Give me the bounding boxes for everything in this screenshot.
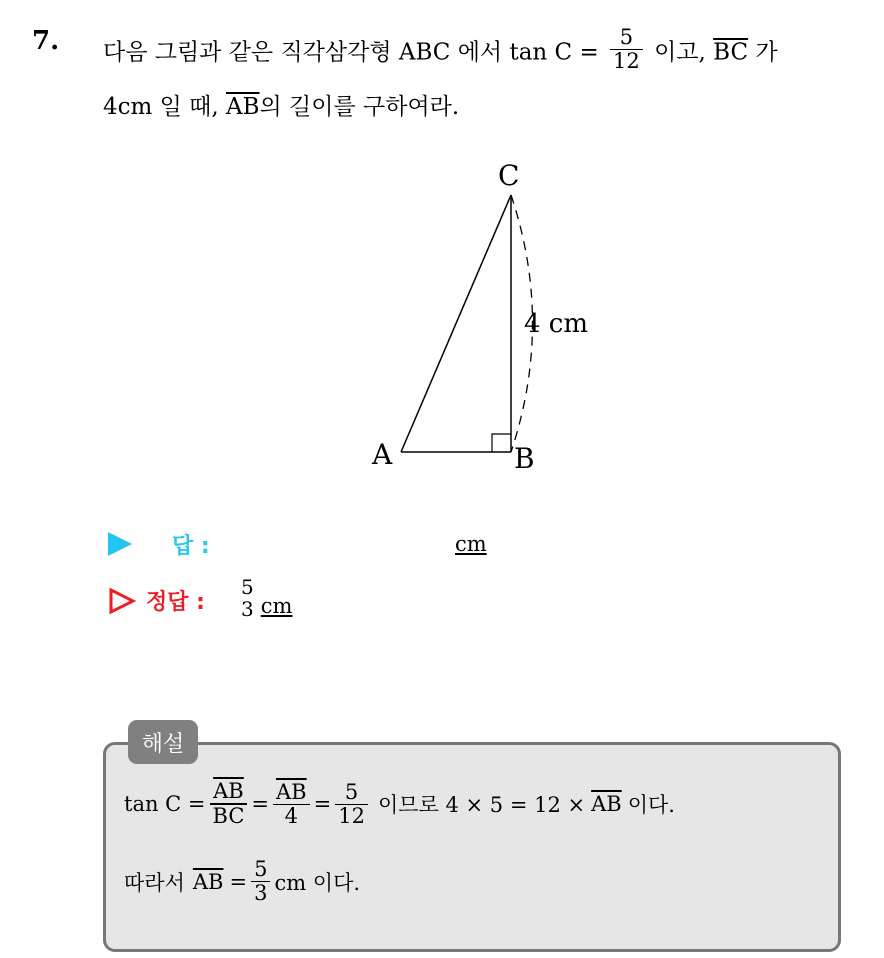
correct-denominator: 3 bbox=[241, 597, 254, 621]
question-mid: 이고, bbox=[654, 39, 706, 66]
correct-answer-label: 정답 : bbox=[146, 590, 205, 615]
answer-label: 답 : bbox=[172, 533, 210, 559]
solution-box bbox=[103, 742, 841, 952]
segment-ab: $\overline{AB}$ bbox=[226, 94, 260, 120]
question-line2-end: 의 길이를 구하여라. bbox=[259, 94, 460, 120]
sol-eq1: = bbox=[251, 792, 269, 816]
question-line2-start: 4cm 일 때, bbox=[103, 94, 219, 120]
solution-line1 bbox=[124, 780, 675, 828]
sol-tan-text: tan C = bbox=[124, 792, 206, 816]
sol-line2-den: 3 bbox=[254, 881, 268, 905]
sol-eq2: = bbox=[313, 792, 332, 816]
tan-fraction bbox=[610, 26, 643, 73]
correct-unit: cm bbox=[260, 594, 293, 618]
tan-denominator: 12 bbox=[613, 49, 640, 73]
sol-frac3-den: 12 bbox=[338, 803, 365, 828]
sol-frac-ab-4 bbox=[273, 781, 310, 828]
play-filled-icon bbox=[108, 532, 132, 556]
answer-row bbox=[108, 528, 210, 560]
question-text-line1 bbox=[103, 25, 778, 77]
sol-line1-ab: $\overline{AB}$ bbox=[591, 792, 622, 816]
sol-line2-num: 5 bbox=[251, 858, 270, 882]
segment-bc: $\overline{BC}$ bbox=[713, 39, 749, 66]
side-ac bbox=[401, 195, 511, 452]
sol-frac3-num: 5 bbox=[335, 781, 368, 805]
correct-answer-value bbox=[238, 576, 292, 620]
vertex-c-label: C bbox=[498, 159, 520, 192]
solution-line2 bbox=[124, 858, 360, 905]
sol-frac1-den: BC bbox=[210, 804, 248, 828]
correct-fraction bbox=[238, 576, 257, 620]
vertex-a-label: A bbox=[372, 438, 393, 471]
right-angle-mark bbox=[492, 434, 511, 452]
question-intro: 다음 그림과 같은 직각삼각형 ABC 에서 tan C = bbox=[103, 39, 599, 66]
sol-line2-frac bbox=[251, 858, 270, 905]
sol-frac-ab-bc bbox=[210, 780, 248, 828]
correct-numerator: 5 bbox=[241, 575, 254, 599]
triangle-figure bbox=[340, 150, 630, 480]
question-text-line2 bbox=[103, 88, 459, 121]
side-length-label: 4 cm bbox=[524, 309, 589, 339]
sol-line1-end: 이다. bbox=[627, 793, 675, 817]
sol-frac2-num: $\overline{AB}$ bbox=[273, 781, 310, 805]
play-outline-icon bbox=[108, 587, 136, 615]
correct-answer-row bbox=[108, 585, 205, 616]
sol-line2-start: 따라서 bbox=[124, 870, 185, 895]
sol-line2-ab: $\overline{AB}$ bbox=[192, 869, 224, 894]
sol-frac1-num: $\overline{AB}$ bbox=[210, 780, 248, 804]
vertex-b-label: B bbox=[514, 442, 535, 475]
sol-frac2-den: 4 bbox=[284, 803, 298, 828]
tan-numerator: 5 bbox=[610, 26, 643, 50]
question-line1-end: 가 bbox=[755, 39, 778, 66]
sol-frac-5-12 bbox=[335, 781, 368, 828]
sol-line1-mid: 이므로 4 × 5 = 12 × bbox=[377, 793, 586, 817]
sol-line2-eq: = bbox=[229, 869, 248, 894]
sol-line2-end: cm 이다. bbox=[274, 870, 361, 895]
answer-unit[interactable]: cm bbox=[455, 532, 487, 556]
question-number: 7. bbox=[32, 26, 60, 56]
solution-tab: 해설 bbox=[128, 720, 198, 764]
